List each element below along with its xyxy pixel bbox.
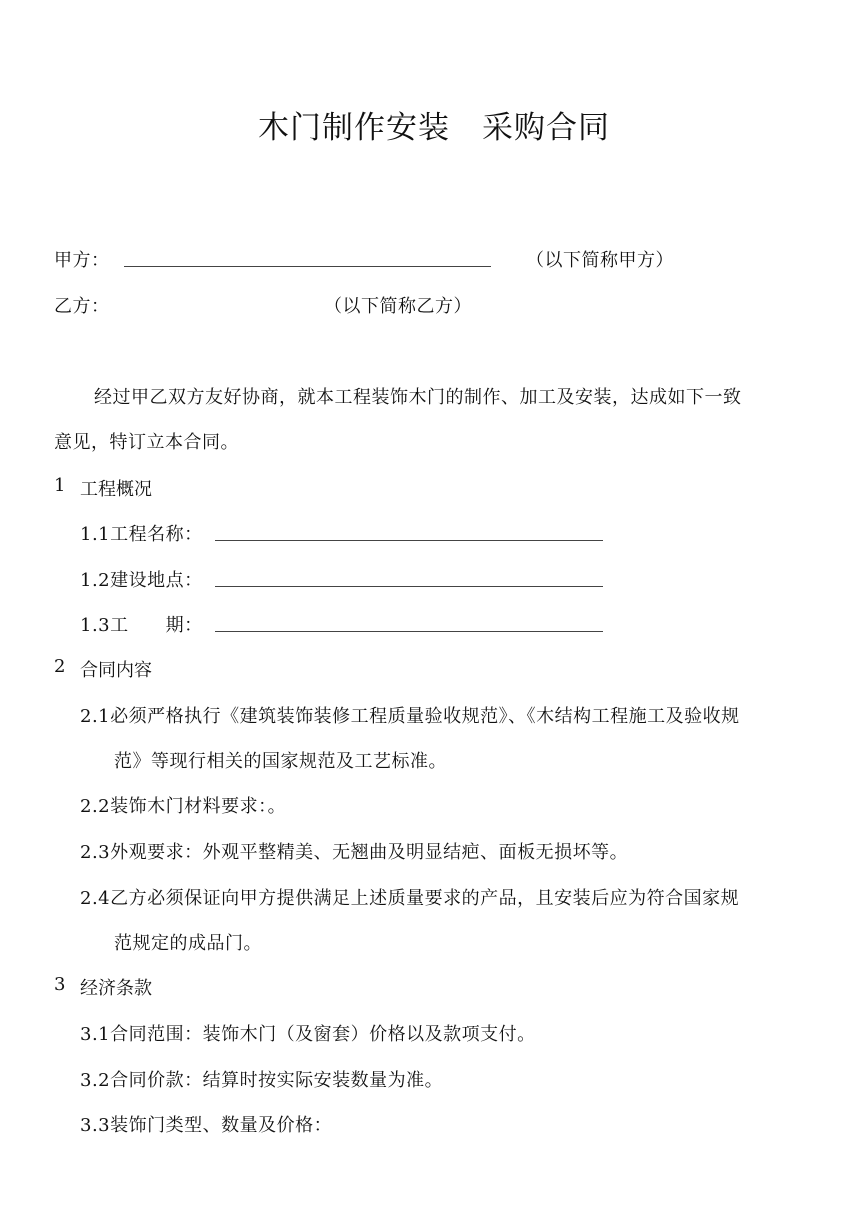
party-b-suffix: （以下简称乙方） bbox=[324, 296, 472, 317]
construction-site-blank-line bbox=[215, 586, 603, 587]
section-3-heading: 经济条款 bbox=[80, 978, 152, 999]
clause-2-4-line-2: 范规定的成品门。 bbox=[114, 933, 262, 954]
party-a-label: 甲方： bbox=[54, 250, 110, 271]
clause-2-3: 2.3外观要求：外观平整精美、无翘曲及明显结疤、面板无损坏等。 bbox=[80, 842, 629, 863]
construction-site-label: 1.2建设地点： bbox=[80, 570, 203, 591]
section-3-number: 3 bbox=[54, 974, 66, 995]
duration-blank-line bbox=[215, 631, 603, 632]
clause-3-2: 3.2合同价款：结算时按实际安装数量为准。 bbox=[80, 1070, 444, 1091]
clause-2-2: 2.2装饰木门材料要求：。 bbox=[80, 796, 287, 817]
party-a-suffix: （以下简称甲方） bbox=[526, 250, 674, 271]
intro-line-1: 经过甲乙双方友好协商，就本工程装饰木门的制作、加工及安装，达成如下一致 bbox=[94, 387, 742, 408]
clause-3-1: 3.1合同范围：装饰木门（及窗套）价格以及款项支付。 bbox=[80, 1024, 536, 1045]
section-2-number: 2 bbox=[54, 656, 66, 677]
section-1-heading: 工程概况 bbox=[80, 479, 152, 500]
project-name-label: 1.1工程名称： bbox=[80, 524, 203, 545]
clause-3-3: 3.3装饰门类型、数量及价格： bbox=[80, 1115, 333, 1136]
intro-line-2: 意见，特订立本合同。 bbox=[54, 432, 239, 453]
section-2-heading: 合同内容 bbox=[80, 660, 152, 681]
duration-label: 1.3工 期： bbox=[80, 615, 203, 636]
section-1-number: 1 bbox=[54, 475, 66, 496]
clause-2-1-line-2: 范》等现行相关的国家规范及工艺标准。 bbox=[114, 751, 447, 772]
party-b-label: 乙方： bbox=[54, 296, 110, 317]
clause-2-4-line-1: 2.4乙方必须保证向甲方提供满足上述质量要求的产品，且安装后应为符合国家规 bbox=[80, 888, 740, 909]
clause-2-1-line-1: 2.1必须严格执行《建筑装饰装修工程质量验收规范》、《木结构工程施工及验收规 bbox=[80, 706, 740, 727]
project-name-blank-line bbox=[215, 540, 603, 541]
document-title: 木门制作安装 采购合同 bbox=[258, 110, 610, 146]
party-a-blank-line bbox=[124, 266, 491, 267]
